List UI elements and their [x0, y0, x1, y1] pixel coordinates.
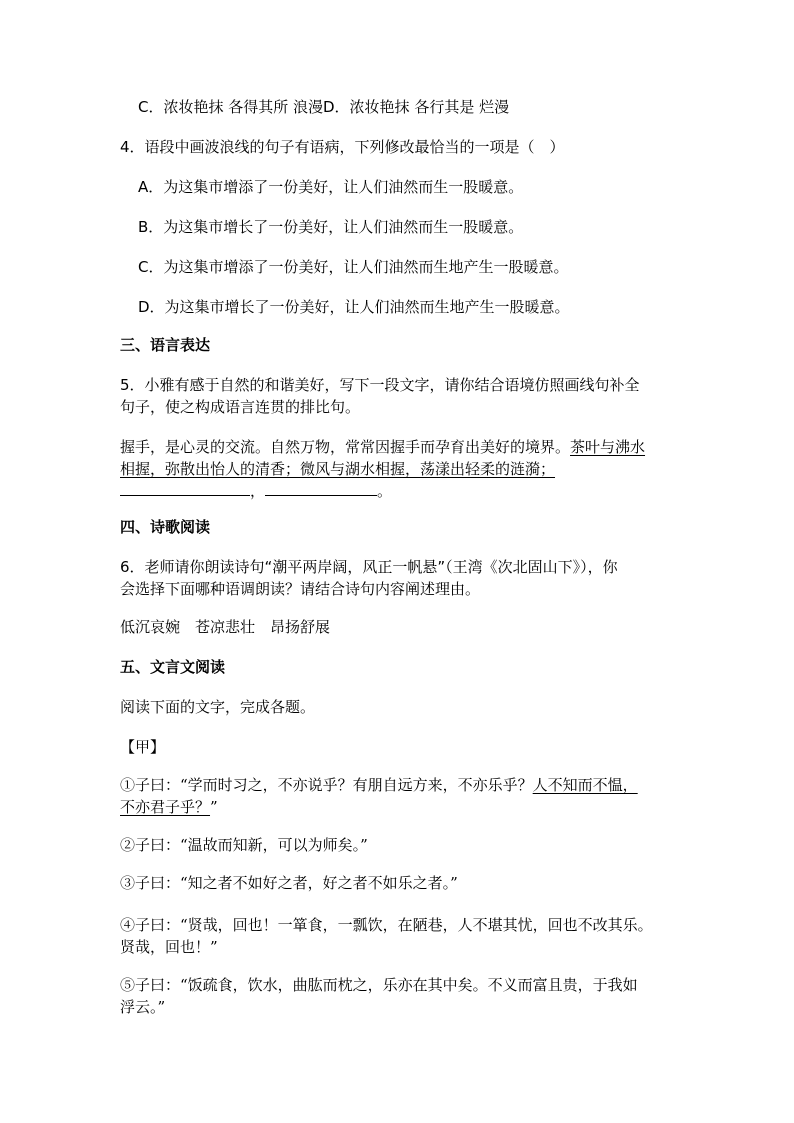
reading-instruction: 阅读下面的文字，完成各题。: [120, 698, 316, 716]
analects-5-line1: ⑤子曰：“饭疏食，饮水，曲肱而枕之，乐亦在其中矣。不义而富且贵，于我如: [120, 976, 638, 994]
passage-text: 握手，是心灵的交流。自然万物，常常因握手而孕育出美好的境界。: [120, 438, 571, 456]
q6-tone-choices: 低沉哀婉 苍凉悲壮 昂扬舒展: [120, 618, 331, 636]
analects-1-line2: [120, 796, 218, 817]
section-heading-language-expression: 三、语言表达: [120, 336, 211, 354]
blank-separator: ，: [250, 482, 266, 500]
q4-option-c: C．为这集市增添了一份美好，让人们油然而生地产生一股暖意。: [138, 258, 569, 276]
section-heading-poetry-reading: 四、诗歌阅读: [120, 518, 211, 536]
blank-end: 。: [377, 482, 393, 500]
q6-stem-line2: 会选择下面哪种语调朗读？请结合诗句内容阐述理由。: [120, 580, 481, 598]
q4-option-a: A．为这集市增添了一份美好，让人们油然而生一股暖意。: [138, 178, 524, 196]
q5-stem-line2: 句子，使之构成语言连贯的排比句。: [120, 398, 361, 416]
analects-1-text: ①子曰：“学而时习之，不亦说乎？有朋自远方来，不亦乐乎？: [120, 776, 533, 794]
q6-stem-line1: 6．老师请你朗读诗句“潮平两岸阔，风正一帆悬”（王湾《次北固山下》），你: [120, 558, 618, 576]
analects-1-underlined: 人不知而不愠，: [532, 776, 638, 794]
q5-passage-line1: [120, 436, 645, 457]
analects-1-underlined-end: 不亦君子乎？: [120, 798, 211, 816]
answer-blank-1[interactable]: [120, 481, 250, 496]
q4-stem: 4．语段中画波浪线的句子有语病，下列修改最恰当的一项是（ ）: [120, 138, 565, 156]
q4-option-b: B．为这集市增长了一份美好，让人们油然而生一股暖意。: [138, 218, 524, 236]
q5-answer-blanks: [120, 480, 392, 501]
q5-passage-line2: [120, 458, 555, 479]
analects-5-line2: 浮云。”: [120, 998, 166, 1016]
underlined-model-sentence: 相握，弥散出怡人的清香；微风与湖水相握，荡漾出轻柔的涟漪；: [120, 460, 556, 478]
analects-2: ②子曰：“温故而知新，可以为师矣。”: [120, 836, 368, 854]
underlined-model-sentence-start: 茶叶与沸水: [570, 438, 646, 456]
q3-option-cd: C．浓妆艳抹 各得其所 浪漫D．浓妆艳抹 各行其是 烂漫: [138, 98, 510, 116]
q4-option-d: D．为这集市增长了一份美好，让人们油然而生地产生一股暖意。: [138, 298, 570, 316]
passage-jia-label: 【甲】: [120, 738, 166, 756]
analects-1-line1: [120, 774, 638, 795]
analects-3: ③子曰：“知之者不如好之者，好之者不如乐之者。”: [120, 874, 458, 892]
answer-blank-2[interactable]: [265, 481, 377, 496]
analects-4-line1: ④子曰：“贤哉，回也！一箪食，一瓢饮，在陋巷，人不堪其忧，回也不改其乐。: [120, 916, 653, 934]
q5-stem-line1: 5．小雅有感于自然的和谐美好，写下一段文字，请你结合语境仿照画线句补全: [120, 376, 640, 394]
section-heading-classical-chinese: 五、文言文阅读: [120, 658, 226, 676]
analects-1-close-quote: ”: [210, 798, 218, 816]
analects-4-line2: 贤哉，回也！”: [120, 938, 218, 956]
